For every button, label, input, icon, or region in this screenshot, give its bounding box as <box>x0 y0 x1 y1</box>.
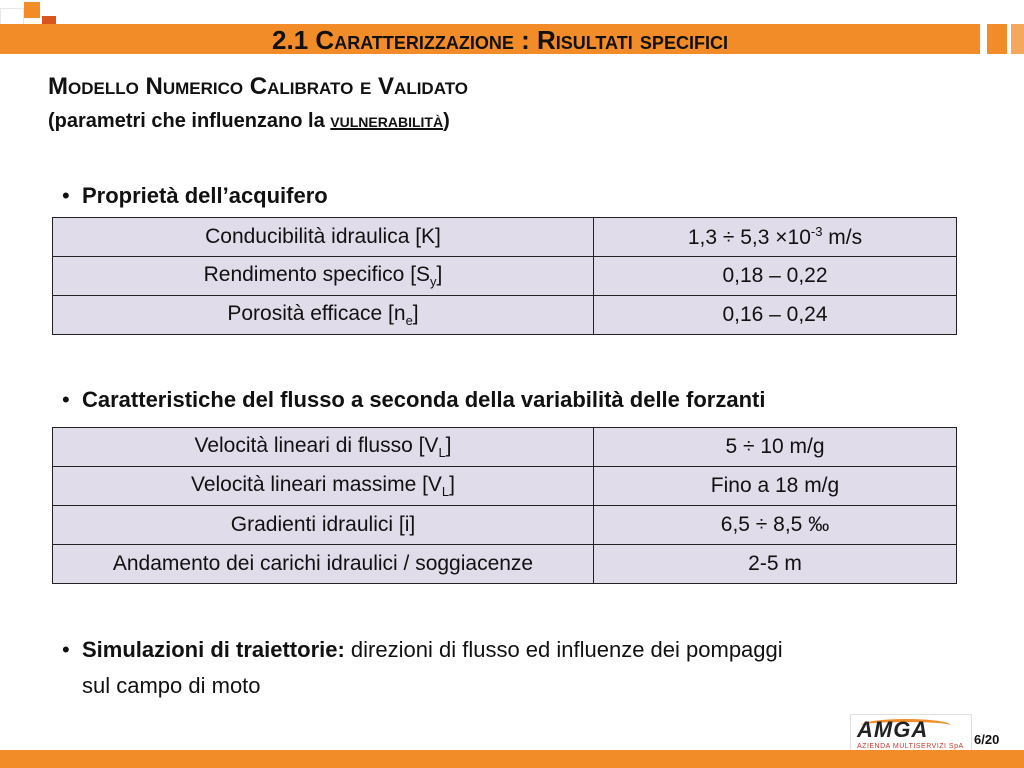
table-cell: Porosità efficace $[n_e]$ <box>53 296 594 335</box>
table-cell: Fino a 18 m/g <box>594 467 957 506</box>
table-row <box>53 296 957 335</box>
table-row <box>53 467 957 506</box>
slide-title: 2.1 Caratterizzazione : Risultati specifici <box>272 25 728 55</box>
table-cell: 0,18 – 0,22 <box>594 257 957 296</box>
logo-wordmark: AMGA <box>857 717 929 742</box>
table-cell: 5 ÷ 10 m/g <box>594 428 957 467</box>
bullet-aquifer-properties: • Proprietà dell’acquifero <box>62 183 328 208</box>
logo-subtitle: AZIENDA MULTISERVIZI SpA <box>857 743 964 750</box>
table-cell: Velocità lineari di flusso $[V_L]$ <box>53 428 594 467</box>
section-heading: Modello Numerico Calibrato e Validato <box>48 73 469 100</box>
table-row <box>53 218 957 257</box>
bottom-bar <box>0 750 1024 768</box>
aquifer-properties-table <box>52 217 957 335</box>
flow-characteristics-table <box>52 427 957 584</box>
page-number: 6/20 <box>974 732 1000 747</box>
table-row <box>53 506 957 545</box>
table-row <box>53 428 957 467</box>
table-cell: 0,16 – 0,24 <box>594 296 957 335</box>
bullet-flow-characteristics: • Caratteristiche del flusso a seconda della variabilità delle forzanti <box>62 387 766 412</box>
table-row <box>53 257 957 296</box>
decor-square-orange <box>24 2 40 18</box>
table-cell: Rendimento specifico $[S_y]$ <box>53 257 594 296</box>
section-subheading: (parametri che influenzano la vulnerabilità) <box>48 110 450 132</box>
bullet-trajectory-simulations: • Simulazioni di traiettorie: direzioni di flusso ed influenze dei pompaggi sul campo di moto <box>62 637 783 698</box>
table-cell: Andamento dei carichi idraulici / soggiacenze <box>53 545 594 584</box>
table-row <box>53 545 957 584</box>
decor-block-light <box>1011 24 1024 54</box>
table-cell: Gradienti idraulici [i] <box>53 506 594 545</box>
table-cell: Velocità lineari massime $[V_L]$ <box>53 467 594 506</box>
table-cell: 6,5 ÷ 8,5 ‰ <box>594 506 957 545</box>
table-cell: 2-5 m <box>594 545 957 584</box>
table-cell: $1,3 \div 5,3 \times 10^{-3}$ m/s <box>594 218 957 257</box>
table-cell: Conducibilità idraulica [K] <box>53 218 594 257</box>
